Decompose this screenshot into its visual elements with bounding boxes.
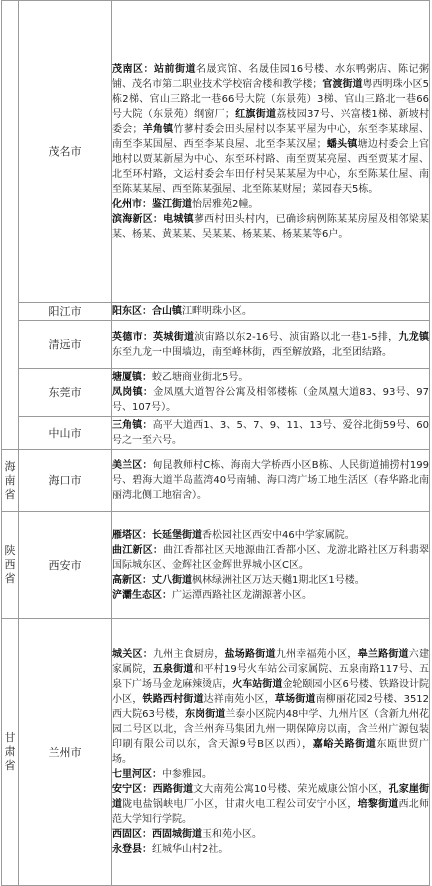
city-cell-yangjiang: 阳江市: [19, 303, 112, 321]
province-name: 海南省: [4, 459, 16, 501]
detail-text: 滨海新区：电城镇蓼西村田头村内，已确诊病例陈某某房屋及相邻梁某某、杨某、黄某某、吴某某、杨某某、杨某某等6户。: [112, 213, 430, 240]
detail-text: 化州市：鉴江街道怡居雅苑2幢。: [112, 198, 259, 210]
detail-text: 曲江新区：曲江香都社区天地源曲江香都小区、龙游北路社区万科翡翠国际城东区、金辉社区金辉世界城小区C区。: [112, 544, 430, 571]
detail-text: 美兰区：甸昆教师村C栋、海南大学桥西小区B栋、人民街道捕捞村199号、碧海大道半岛蓝湾40号南辅、海口湾广场工地生活区（春华路北南丽湾北侧工地宿舍）。: [112, 460, 429, 501]
detail-text: 城关区：九州主食厨房，盐场路街道九州幸福苑小区，皋兰路街道六建家属院，五泉街道和平村19号火车站公司家属院、五泉南路117号、五泉下广场马金龙麻辣烫店，火车站街道金轮颐园小区6号楼、铁路设计院小区，铁路西村街道达祥南苑小区，草场街道南柳丽花园2号楼、3512西大院63号楼，东岗街道兰泰小区院内48中学、九州片区（含新九州花园二号区以北，含兰州奔马集团九州一期保障房以南，含兰州广源包装印刷有限公司以东，含天源9号B区以西），嘉峪关路街道东瓯世贸广场。: [112, 649, 430, 765]
detail-text: 浐灞生态区：广运潭西路社区龙湖源著小区。: [112, 589, 312, 601]
province-cell-shaanxi: [2, 512, 19, 619]
province-cell-guangdong-continued: [2, 1, 19, 450]
detail-cell-qingyuan: [112, 321, 430, 369]
table-row: [2, 321, 430, 369]
province-cell-gansu: [2, 619, 19, 886]
city-cell-maoming: 茂名市: [19, 1, 112, 303]
detail-cell-dongguan: [112, 369, 430, 417]
detail-text: 雁塔区：长延堡街道香松园社区西安中46中学家属院。: [112, 529, 355, 541]
province-name: 甘肃省: [4, 731, 16, 772]
table-row: [2, 417, 430, 450]
table-row: [2, 512, 430, 619]
detail-cell-xian: [112, 512, 430, 619]
city-cell-qingyuan: 清远市: [19, 321, 112, 369]
city-cell-haikou: 海口市: [19, 450, 112, 512]
detail-text: 高新区：丈八街道枫林绿洲社区万达天樾1期北区1号楼。: [112, 574, 365, 586]
detail-cell-zhongshan: [112, 417, 430, 450]
detail-text: 三角镇：高平大道西1、3、5、7、9、11、13号、爱谷北街59号、60号之一至六号。: [112, 420, 430, 446]
detail-text: 永登县：红城华山村2社。: [112, 844, 229, 855]
risk-area-table: [1, 0, 430, 886]
detail-text: 英德市：英城街道浈宙路以东2-16号、浈宙路以北一巷1-5排，九龙镇东至九龙一中围墙边，南至峰林街，西至解放路，北至团结路。: [112, 331, 430, 358]
detail-text: 七里河区：中参雅园。: [112, 769, 212, 780]
detail-text: 茂南区：站前街道名晟宾馆、名晟佳园16号楼、水东鸭粥店、陈记粥铺、茂名市第二职业技术学校宿舍楼和教学楼；官渡街道粤西明珠小区5栋2梯、官山三路北一巷66号大院（东景苑）3梯、官山三路北一巷66号大院（东景苑）纲窗厂；红旗街道荔枝园37号、兴富楼1梯、新坡村委会；羊角镇竹蓼村委会田头屋村以李某平屋为中心，东至李某球屋、南至李某国屋、西至李某良屋、北至李某汉屋；蟠头镇塘边村委会上官地村以贾某新屋为中心、东至环村路、南至贾某亮屋、西至贾某才屋、北至环村路，文运村委会车田仔村吴某某屋为中心，东至陈某仕屋、南至陈某某屋、西至陈某强屋、北至陈某财屋；菜园春天5栋。: [112, 63, 430, 195]
detail-cell-maoming: [112, 1, 430, 303]
table-row: [2, 369, 430, 417]
detail-cell-haikou: [112, 450, 430, 512]
detail-text: 塘厦镇：蛟乙塘商业街北5号。: [112, 372, 249, 383]
table-row: [2, 619, 430, 886]
detail-text: 西固区：西固城街道玉和苑小区。: [112, 829, 262, 840]
city-cell-xian: 西安市: [19, 512, 112, 619]
table-row: [2, 303, 430, 321]
detail-text: 阳东区：合山镇江畔明珠小区。: [112, 306, 252, 317]
detail-text: 安宁区：西路街道文大南苑公寓10号楼、荣光威康公馆小区，孔家崖街道陇电盐锅峡电厂小区，甘肃火电工程公司安宁小区，培黎街道西北师范大学知行学院。: [112, 784, 430, 825]
table-row: [2, 1, 430, 303]
detail-text: 凤岗镇：金凤凰大道智谷公寓及相邻楼栋（金凤凰大道83、93号、97号、107号）。: [112, 387, 429, 413]
province-cell-hainan: [2, 450, 19, 512]
detail-cell-lanzhou: [112, 619, 430, 886]
city-cell-lanzhou: 兰州市: [19, 619, 112, 886]
table-row: [2, 450, 430, 512]
province-name: 陕西省: [4, 544, 16, 585]
city-cell-zhongshan: 中山市: [19, 417, 112, 450]
detail-cell-yangjiang: [112, 303, 430, 321]
city-cell-dongguan: 东莞市: [19, 369, 112, 417]
